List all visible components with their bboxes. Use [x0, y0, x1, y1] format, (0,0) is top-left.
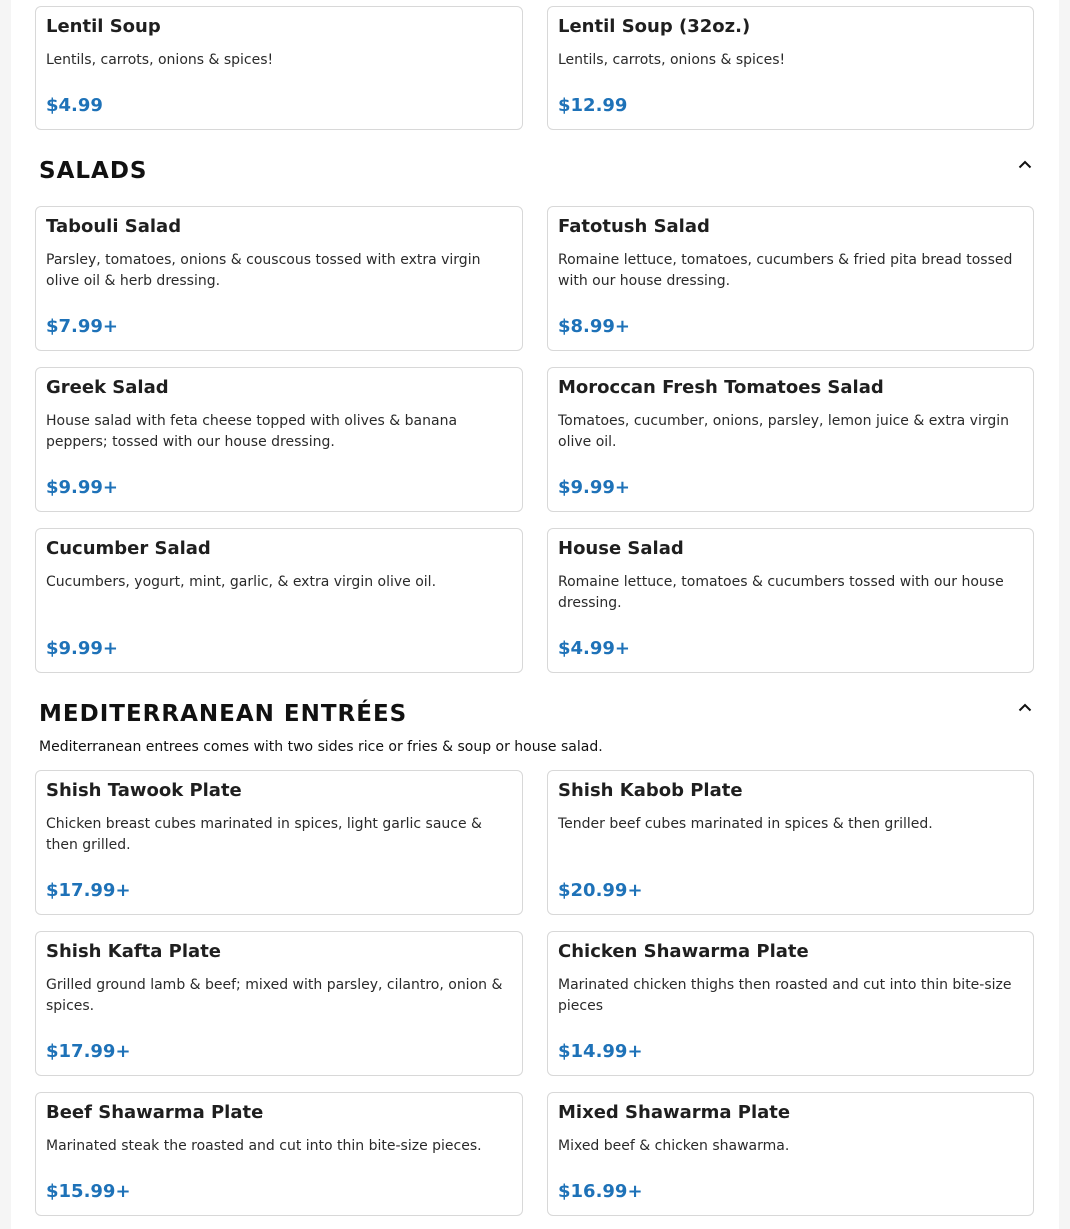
item-price: $9.99+	[46, 638, 119, 659]
menu-item-card[interactable]	[547, 1092, 1034, 1216]
section-note-entrees: Mediterranean entrees comes with two sides rice or fries & soup or house salad.	[39, 739, 603, 755]
item-name: Moroccan Fresh Tomatoes Salad	[558, 377, 884, 398]
item-description: Marinated steak the roasted and cut into thin bite-size pieces.	[46, 1138, 482, 1154]
item-description: Marinated chicken thighs then roasted and cut into thin bite-size pieces	[558, 977, 1012, 1014]
menu-item-card[interactable]	[35, 367, 523, 512]
menu-item-card[interactable]	[35, 1092, 523, 1216]
item-price: $17.99+	[46, 1041, 131, 1062]
item-price: $14.99+	[558, 1041, 643, 1062]
menu-item-card[interactable]	[547, 367, 1034, 512]
chevron-up-icon[interactable]	[1014, 696, 1036, 718]
item-price: $8.99+	[558, 316, 631, 337]
item-name: Greek Salad	[46, 377, 169, 398]
item-price: $4.99+	[558, 638, 631, 659]
item-description: Chicken breast cubes marinated in spices, light garlic sauce & then grilled.	[46, 816, 482, 853]
item-name: Fatotush Salad	[558, 216, 710, 237]
item-price: $16.99+	[558, 1181, 643, 1202]
item-name: Lentil Soup (32oz.)	[558, 16, 751, 37]
item-description: Parsley, tomatoes, onions & couscous tossed with extra virgin olive oil & herb dressing.	[46, 252, 481, 289]
item-name: Mixed Shawarma Plate	[558, 1102, 791, 1123]
item-name: Shish Kafta Plate	[46, 941, 222, 962]
item-name: Lentil Soup	[46, 16, 161, 37]
item-description: Lentils, carrots, onions & spices!	[46, 52, 274, 68]
menu-item-card[interactable]	[547, 931, 1034, 1076]
item-name: Shish Kabob Plate	[558, 780, 743, 801]
item-description: Grilled ground lamb & beef; mixed with parsley, cilantro, onion & spices.	[46, 977, 503, 1014]
item-description: Cucumbers, yogurt, mint, garlic, & extra virgin olive oil.	[46, 574, 437, 590]
item-name: Chicken Shawarma Plate	[558, 941, 809, 962]
menu-item-card[interactable]	[35, 931, 523, 1076]
item-price: $7.99+	[46, 316, 119, 337]
item-description: Romaine lettuce, tomatoes, cucumbers & fried pita bread tossed with our house dressing.	[558, 252, 1013, 289]
menu-item-card[interactable]	[547, 206, 1034, 351]
item-price: $20.99+	[558, 880, 643, 901]
menu-item-card[interactable]	[547, 528, 1034, 673]
item-price: $9.99+	[558, 477, 631, 498]
item-description: Tender beef cubes marinated in spices & then grilled.	[558, 816, 933, 832]
item-description: Mixed beef & chicken shawarma.	[558, 1138, 790, 1154]
item-name: Cucumber Salad	[46, 538, 211, 559]
chevron-up-icon[interactable]	[1014, 153, 1036, 175]
item-name: Beef Shawarma Plate	[46, 1102, 264, 1123]
item-price: $17.99+	[46, 880, 131, 901]
item-description: Lentils, carrots, onions & spices!	[558, 52, 786, 68]
menu-item-card[interactable]	[35, 206, 523, 351]
menu-item-card[interactable]	[35, 528, 523, 673]
item-description: Romaine lettuce, tomatoes & cucumbers tossed with our house dressing.	[558, 574, 1004, 611]
item-name: House Salad	[558, 538, 684, 559]
menu-page	[11, 0, 1059, 1229]
section-title-entrees: MEDITERRANEAN ENTRÉES	[39, 701, 408, 727]
item-price: $4.99	[46, 95, 103, 116]
item-price: $9.99+	[46, 477, 119, 498]
menu-item-card[interactable]	[35, 6, 523, 130]
item-description: Tomatoes, cucumber, onions, parsley, lemon juice & extra virgin olive oil.	[558, 413, 1009, 450]
menu-item-card[interactable]	[547, 770, 1034, 915]
item-price: $12.99	[558, 95, 628, 116]
menu-item-card[interactable]	[547, 6, 1034, 130]
menu-item-card[interactable]	[35, 770, 523, 915]
item-price: $15.99+	[46, 1181, 131, 1202]
item-name: Shish Tawook Plate	[46, 780, 242, 801]
item-name: Tabouli Salad	[46, 216, 182, 237]
section-title-salads: SALADS	[39, 158, 148, 184]
item-description: House salad with feta cheese topped with olives & banana peppers; tossed with our house dressing.	[46, 413, 458, 450]
